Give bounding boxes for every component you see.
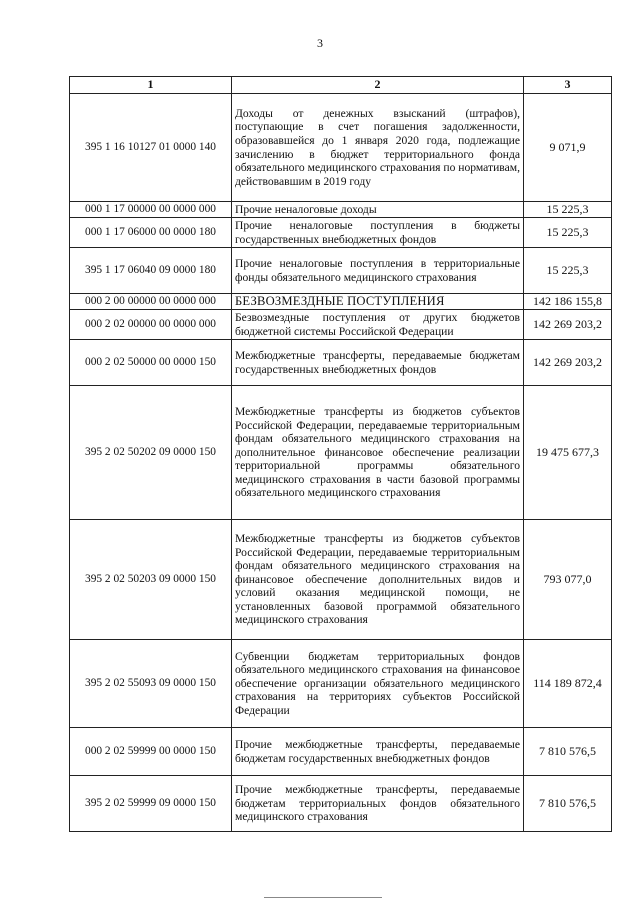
amount-value: 7 810 576,5	[524, 728, 612, 776]
budget-code: 395 2 02 55093 09 0000 150	[70, 640, 232, 728]
revenue-description: Прочие межбюджетные трансферты, передаваемые бюджетам территориальных фондов обязательного медицинского страхования	[232, 776, 524, 832]
revenue-description: БЕЗВОЗМЕЗДНЫЕ ПОСТУПЛЕНИЯ	[232, 294, 524, 310]
table-row	[70, 520, 612, 640]
table-row	[70, 776, 612, 832]
table-row	[70, 248, 612, 294]
budget-code: 000 1 17 06000 00 0000 180	[70, 218, 232, 248]
header-column-1: 1	[70, 77, 232, 94]
amount-value: 142 186 155,8	[524, 294, 612, 310]
revenue-description: Прочие межбюджетные трансферты, передаваемые бюджетам государственных внебюджетных фондов	[232, 728, 524, 776]
amount-value: 15 225,3	[524, 248, 612, 294]
revenue-description: Межбюджетные трансферты из бюджетов субъектов Российской Федерации, передаваемые территориальным фондам обязательного медицинского страхования на дополнительное финансовое обеспечение реализации территориальной программы обязательного медицинского страхования в части базовой программы обязательного медицинского страхования	[232, 386, 524, 520]
table-row	[70, 386, 612, 520]
budget-code: 395 2 02 50203 09 0000 150	[70, 520, 232, 640]
budget-revenue-table	[69, 76, 612, 832]
page-number: 3	[317, 36, 323, 50]
table-header-row	[70, 77, 612, 94]
header-column-2: 2	[232, 77, 524, 94]
budget-code: 395 1 16 10127 01 0000 140	[70, 94, 232, 202]
table-row	[70, 310, 612, 340]
budget-code: 395 1 17 06040 09 0000 180	[70, 248, 232, 294]
budget-code: 000 2 02 50000 00 0000 150	[70, 340, 232, 386]
scan-edge-line	[264, 897, 382, 898]
table-row	[70, 640, 612, 728]
table-row	[70, 202, 612, 218]
revenue-description: Прочие неналоговые поступления в бюджеты государственных внебюджетных фондов	[232, 218, 524, 248]
table-row	[70, 294, 612, 310]
revenue-description: Доходы от денежных взысканий (штрафов), поступающие в счет погашения задолженности, образовавшейся до 1 января 2020 года, подлежащие зачислению в бюджет территориального фонда обязательного медицинского страхования по нормативам, действовавшим в 2019 году	[232, 94, 524, 202]
budget-code: 000 2 00 00000 00 0000 000	[70, 294, 232, 310]
revenue-description: Субвенции бюджетам территориальных фондов обязательного медицинского страхования на финансовое обеспечение организации обязательного медицинского страхования на территориях субъектов Российской Федерации	[232, 640, 524, 728]
budget-code: 000 2 02 59999 00 0000 150	[70, 728, 232, 776]
budget-code: 395 2 02 50202 09 0000 150	[70, 386, 232, 520]
amount-value: 7 810 576,5	[524, 776, 612, 832]
revenue-description: Безвозмездные поступления от других бюджетов бюджетной системы Российской Федерации	[232, 310, 524, 340]
budget-code: 000 1 17 00000 00 0000 000	[70, 202, 232, 218]
amount-value: 15 225,3	[524, 202, 612, 218]
amount-value: 142 269 203,2	[524, 340, 612, 386]
revenue-description: Прочие неналоговые поступления в территориальные фонды обязательного медицинского страхования	[232, 248, 524, 294]
amount-value: 19 475 677,3	[524, 386, 612, 520]
amount-value: 142 269 203,2	[524, 310, 612, 340]
table-row	[70, 728, 612, 776]
amount-value: 114 189 872,4	[524, 640, 612, 728]
amount-value: 9 071,9	[524, 94, 612, 202]
amount-value: 793 077,0	[524, 520, 612, 640]
budget-code: 000 2 02 00000 00 0000 000	[70, 310, 232, 340]
revenue-description: Межбюджетные трансферты, передаваемые бюджетам государственных внебюджетных фондов	[232, 340, 524, 386]
header-column-3: 3	[524, 77, 612, 94]
table-row	[70, 218, 612, 248]
budget-code: 395 2 02 59999 09 0000 150	[70, 776, 232, 832]
revenue-description: Прочие неналоговые доходы	[232, 202, 524, 218]
table-row	[70, 340, 612, 386]
table-row	[70, 94, 612, 202]
revenue-description: Межбюджетные трансферты из бюджетов субъектов Российской Федерации, передаваемые территориальным фондам обязательного медицинского страхования на финансовое обеспечение дополнительных видов и условий оказания медицинской помощи, не установленных базовой программой обязательного медицинского страхования	[232, 520, 524, 640]
amount-value: 15 225,3	[524, 218, 612, 248]
